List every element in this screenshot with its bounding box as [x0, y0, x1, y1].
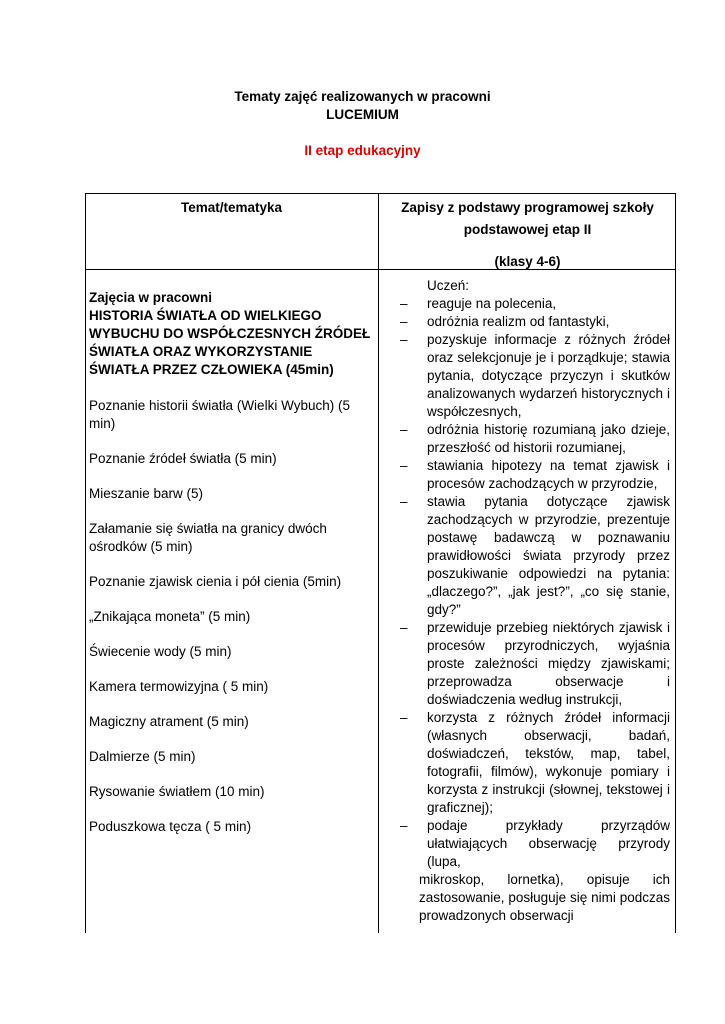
topic-item: Magiczny atrament (5 min): [89, 714, 249, 729]
curriculum-item: [392, 295, 670, 313]
curriculum-list: [392, 295, 670, 871]
header-topic: Temat/tematyka: [180, 200, 283, 215]
dash-bullet-icon: –: [400, 296, 408, 311]
curriculum-item-text: stawia pytania dotyczące zjawisk zachodzących w przyrodzie, prezentuje postawę badawczą w poznawaniu prawidłowości świata przyrody przez poszukiwanie odpowiedzi na pytania: „dlaczego?”, „jak jest?”, „co się stanie, gdy?”: [427, 494, 670, 617]
curriculum-item-text: pozyskuje informacje z różnych źródeł oraz selekcjonuje je i porządkuje; stawia pytania, dotyczące przyczyn i skutków analizowanych wydarzeń historycznych i współczesnych,: [427, 332, 670, 419]
curriculum-item-text: przewiduje przebieg niektórych zjawisk i procesów przyrodniczych, wyjaśnia proste zależności między zjawiskami; przeprowadza obserwacje i doświadczenia według instrukcji,: [427, 620, 670, 707]
curriculum-cell: [392, 277, 670, 925]
education-stage: II etap edukacyjny: [304, 143, 421, 158]
curriculum-item: [392, 619, 670, 709]
header-curriculum-grades: (klasy 4-6): [494, 254, 561, 269]
dash-bullet-icon: –: [400, 710, 408, 725]
curriculum-item-text: korzysta z różnych źródeł informacji (własnych obserwacji, badań, doświadczeń, tekstów, map, tabel, fotografii, filmów), wykonuje pomiary i korzysta z instrukcji (słownej, tekstowej i graficznej);: [427, 710, 670, 815]
curriculum-item-text: reaguje na polecenia,: [427, 296, 557, 311]
curriculum-item: [392, 421, 670, 457]
curriculum-tail: mikroskop, lornetka), opisuje ich zastosowanie, posługuje się nimi podczas prowadzonych obserwacji: [419, 872, 670, 923]
dash-bullet-icon: –: [400, 818, 408, 833]
topic-item: Świecenie wody (5 min): [89, 644, 232, 659]
topic-item: „Znikająca moneta” (5 min): [89, 609, 251, 624]
table-border-top: [85, 193, 676, 194]
curriculum-item-text: stawiania hipotezy na temat zjawisk i procesów zachodzących w przyrodzie,: [427, 458, 670, 491]
header-curriculum-line1: Zapisy z podstawy programowej szkoły: [401, 200, 654, 215]
dash-bullet-icon: –: [400, 314, 408, 329]
curriculum-item: [392, 313, 670, 331]
workshop-title: HISTORIA ŚWIATŁA OD WIELKIEGO WYBUCHU DO WSPÓŁCZESNYCH ŹRÓDEŁ ŚWIATŁA ORAZ WYKORZYSTANIE ŚWIATŁA PRZEZ CZŁOWIEKA (45min): [89, 308, 371, 377]
topic-item: Poduszkowa tęcza ( 5 min): [89, 819, 252, 834]
curriculum-item-text: odróżnia historię rozumianą jako dzieje, przeszłość od historii rozumianej,: [427, 422, 670, 455]
topic-item: Kamera termowizyjna ( 5 min): [89, 679, 269, 694]
curriculum-item-text: podaje przykłady przyrządów ułatwiających obserwację przyrody (lupa,: [427, 818, 670, 869]
document-subtitle: LUCEMIUM: [326, 107, 399, 122]
curriculum-item-text: odróżnia realizm od fantastyki,: [427, 314, 610, 329]
topic-item: Poznanie historii światła (Wielki Wybuch) (5 min): [89, 398, 350, 431]
header-curriculum: [385, 197, 670, 273]
curriculum-item: [392, 457, 670, 493]
topic-item: Załamanie się światła na granicy dwóch ośrodków (5 min): [89, 521, 327, 554]
dash-bullet-icon: –: [400, 332, 408, 347]
curriculum-item: [392, 493, 670, 619]
student-intro: Uczeń:: [427, 278, 470, 293]
workshop-label: Zajęcia w pracowni: [89, 290, 213, 305]
table-column-divider: [378, 193, 379, 933]
header-curriculum-line2: podstawowej etap II: [463, 222, 592, 237]
topic-item: Poznanie zjawisk cienia i pół cienia (5min): [89, 574, 342, 589]
topic-list: [89, 397, 375, 836]
topic-item: Rysowanie światłem (10 min): [89, 784, 265, 799]
curriculum-item: [392, 331, 670, 421]
topics-cell: [89, 289, 375, 836]
topic-item: Mieszanie barw (5): [89, 486, 204, 501]
curriculum-item: [392, 709, 670, 817]
dash-bullet-icon: –: [400, 494, 408, 509]
dash-bullet-icon: –: [400, 458, 408, 473]
table-border-left: [85, 193, 86, 933]
dash-bullet-icon: –: [400, 620, 408, 635]
curriculum-item: [392, 817, 670, 871]
table-border-right: [675, 193, 676, 933]
topic-item: Dalmierze (5 min): [89, 749, 196, 764]
topics-table: [85, 193, 676, 933]
topic-item: Poznanie źródeł światła (5 min): [89, 451, 277, 466]
document-title: Tematy zajęć realizowanych w pracowni: [234, 89, 491, 104]
dash-bullet-icon: –: [400, 422, 408, 437]
